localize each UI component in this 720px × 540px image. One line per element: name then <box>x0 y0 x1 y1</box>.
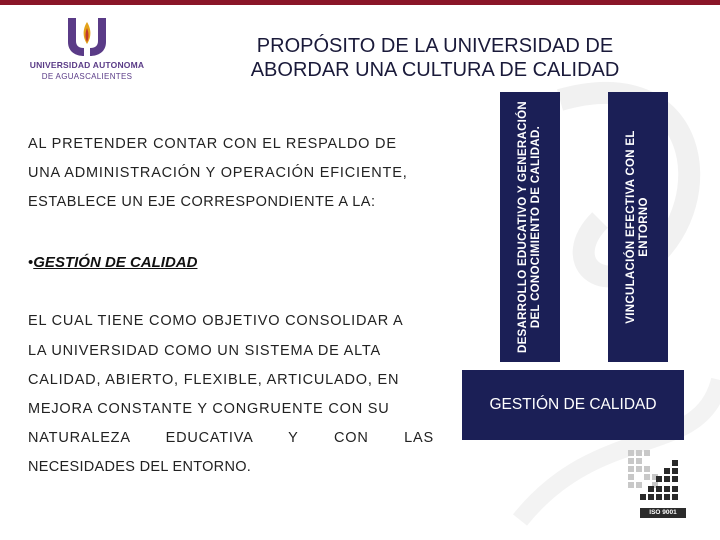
paragraph1-line1: AL PRETENDER CONTAR CON EL RESPALDO DE <box>28 136 397 152</box>
university-emblem-icon <box>62 14 112 58</box>
paragraph2-line3: CALIDAD, ABIERTO, FLEXIBLE, ARTICULADO, EN <box>28 372 400 388</box>
iso-label: ISO 9001 <box>640 508 686 518</box>
pillar1-label: DESARROLLO EDUCATIVO Y GENERACIÓN DEL CONOCIMIENTO DE CALIDAD. <box>517 100 542 354</box>
paragraph2-line1: EL CUAL TIENE COMO OBJETIVO CONSOLIDAR A <box>28 313 404 329</box>
paragraph2-line5: NATURALEZA EDUCATIVA Y CON LAS <box>28 430 434 446</box>
pillar2-label: VINCULACIÓN EFECTIVA CON EL ENTORNO <box>625 130 650 324</box>
iso-certification-logo <box>622 440 690 524</box>
pillar-educational-development <box>500 92 560 362</box>
base-label: GESTIÓN DE CALIDAD <box>489 396 657 413</box>
university-logo <box>22 14 152 84</box>
bullet-item <box>28 254 197 271</box>
base-quality-management <box>462 370 684 440</box>
logo-text-line1: UNIVERSIDAD AUTONOMA <box>29 60 145 70</box>
slide-title: PROPÓSITO DE LA UNIVERSIDAD DE ABORDAR UNA CULTURA DE CALIDAD <box>250 35 620 81</box>
paragraph1-line3: ESTABLECE UN EJE CORRESPONDIENTE A LA: <box>28 194 376 210</box>
bullet-text: GESTIÓN DE CALIDAD <box>33 254 198 271</box>
paragraph2-line4: MEJORA CONSTANTE Y CONGRUENTE CON SU <box>28 401 390 417</box>
bullet-marker: • <box>28 254 34 271</box>
paragraph2-line2: LA UNIVERSIDAD COMO UN SISTEMA DE ALTA <box>28 343 381 359</box>
paragraph1-line2: UNA ADMINISTRACIÓN Y OPERACIÓN EFICIENTE, <box>28 165 408 181</box>
paragraph2-line6: NECESIDADES DEL ENTORNO. <box>28 459 252 475</box>
pillar-environment-linkage <box>608 92 668 362</box>
top-accent-bar <box>0 0 720 5</box>
logo-text-line2: DE AGUASCALIENTES <box>41 72 133 81</box>
iso-grid-icon <box>622 440 690 508</box>
